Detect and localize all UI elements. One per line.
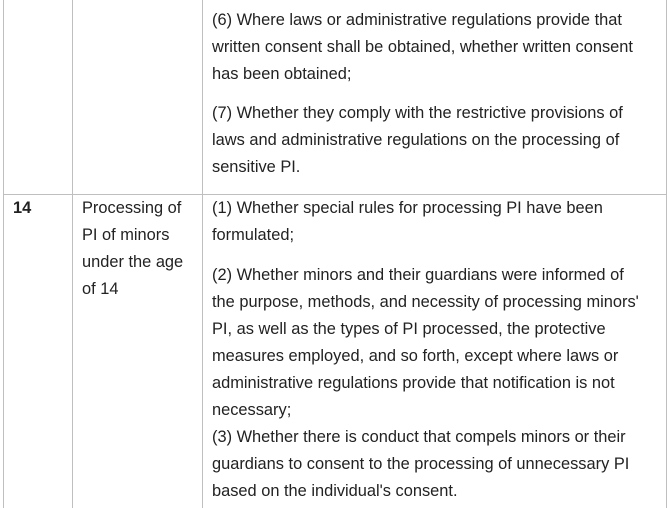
- item-text-line: written consent shall be obtained, whether written consent: [212, 38, 633, 56]
- item-text-line: laws and administrative regulations on the processing of: [212, 131, 620, 149]
- item-text-line: (3) Whether there is conduct that compels minors or their: [212, 428, 626, 446]
- table-border-left: [3, 0, 4, 508]
- topic-text-line: PI of minors: [82, 226, 170, 244]
- column-divider: [202, 0, 203, 508]
- item-text-line: necessary;: [212, 401, 292, 419]
- item-text-line: PI, as well as the types of PI processed, the protective: [212, 320, 606, 338]
- item-text-line: (1) Whether special rules for processing PI have been: [212, 199, 603, 217]
- topic-text-line: under the age: [82, 253, 184, 271]
- item-text-line: measures employed, and so forth, except where laws or: [212, 347, 619, 365]
- item-text-line: the purpose, methods, and necessity of processing minors': [212, 293, 639, 311]
- table-border-right: [666, 0, 667, 508]
- item-text-line: (2) Whether minors and their guardians were informed of: [212, 266, 624, 284]
- item-text-line: guardians to consent to the processing of unnecessary PI: [212, 455, 630, 473]
- item-text-line: based on the individual's consent.: [212, 482, 458, 500]
- topic-text-line: Processing of: [82, 199, 182, 217]
- item-text-line: sensitive PI.: [212, 158, 301, 176]
- column-divider: [72, 0, 73, 508]
- topic-text-line: of 14: [82, 280, 119, 298]
- item-text-line: has been obtained;: [212, 65, 352, 83]
- row-number: 14: [13, 199, 32, 217]
- item-text-line: formulated;: [212, 226, 294, 244]
- item-text-line: administrative regulations provide that notification is not: [212, 374, 615, 392]
- item-text-line: (7) Whether they comply with the restrictive provisions of: [212, 104, 623, 122]
- item-text-line: (6) Where laws or administrative regulations provide that: [212, 11, 622, 29]
